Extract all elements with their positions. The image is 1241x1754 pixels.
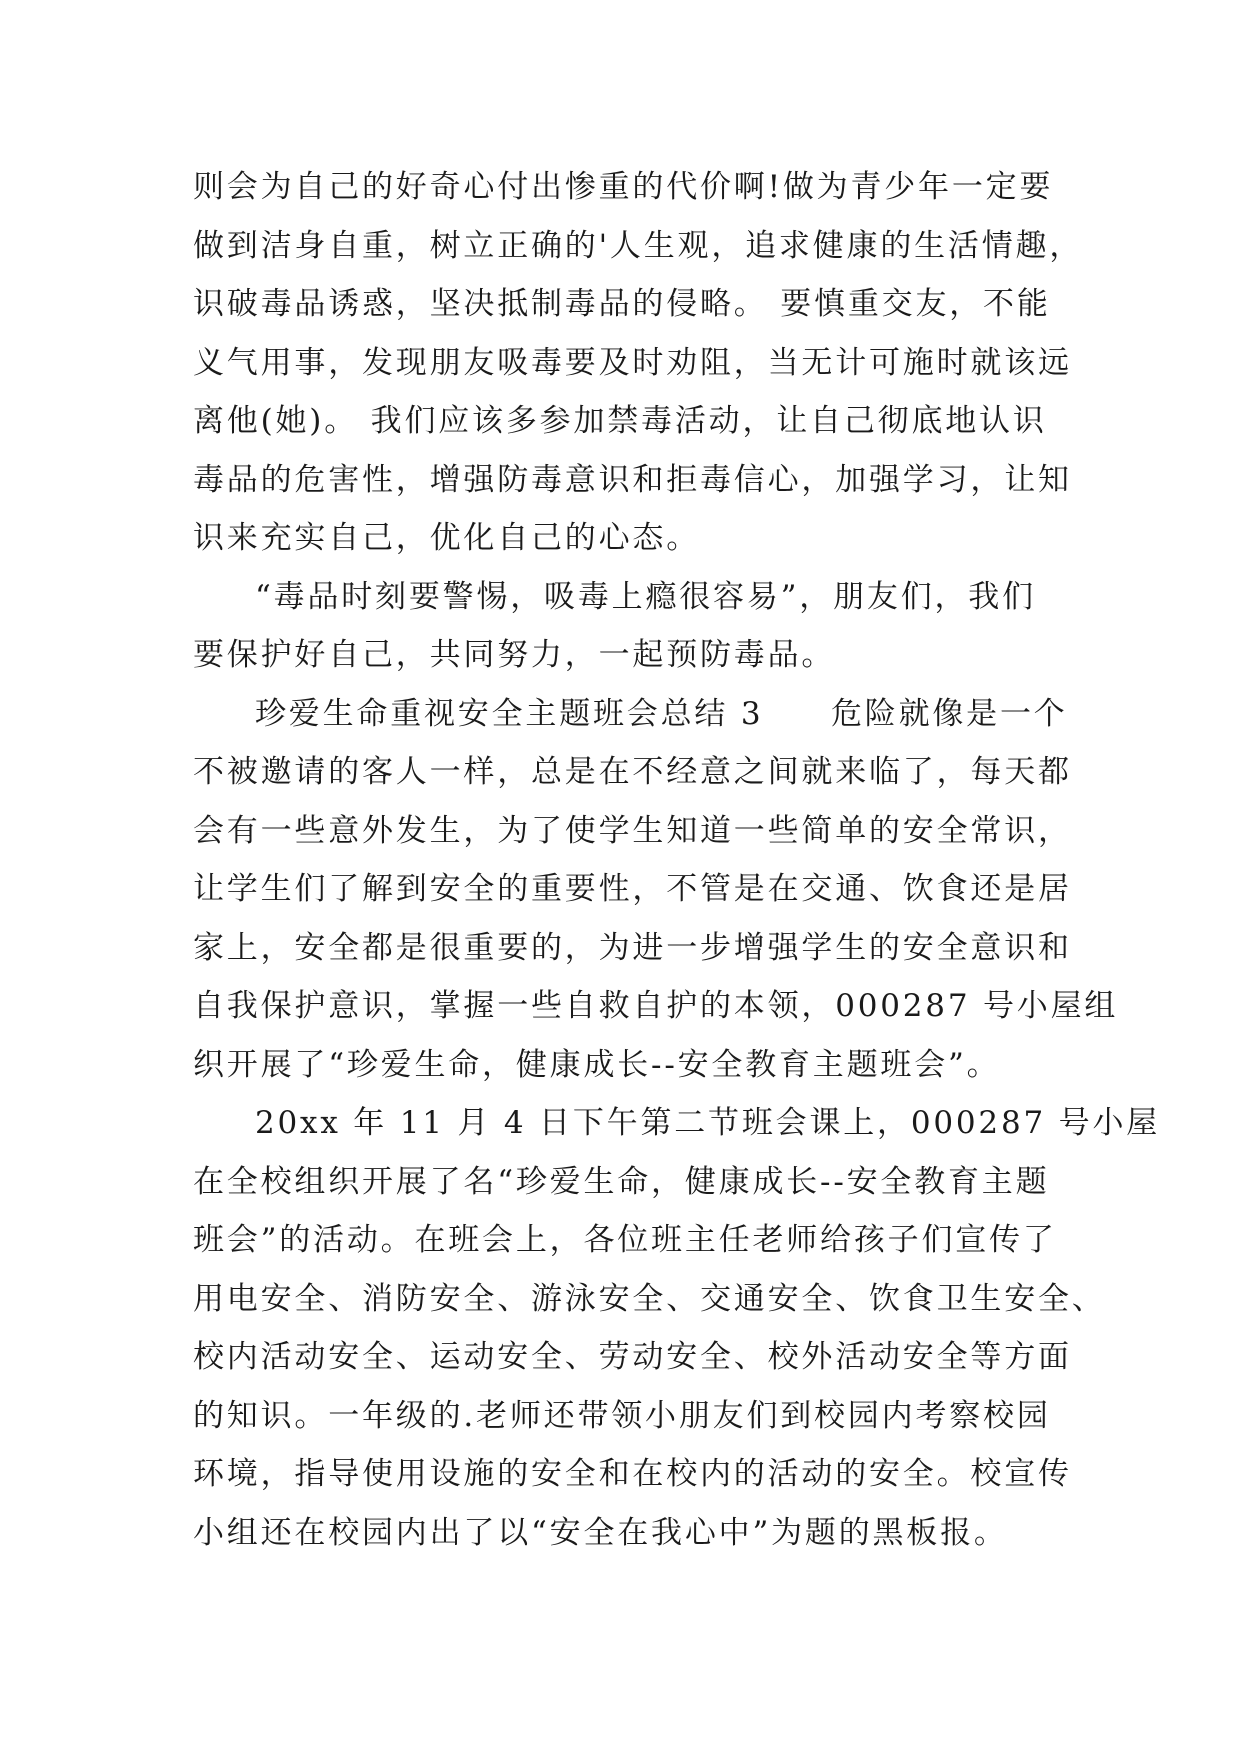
text-line: 义气用事，发现朋友吸毒要及时劝阻，当无计可施时就该远 [193,344,1072,381]
text-line: “毒品时刻要警惕，吸毒上瘾很容易”，朋友们，我们 [255,578,1036,615]
text-line: 会有一些意外发生，为了使学生知道一些简单的安全常识， [193,812,1072,849]
text-line: 做到洁身自重，树立正确的'人生观，追求健康的生活情趣， [193,227,1084,264]
text-line: 在全校组织开展了名“珍爱生命，健康成长--安全教育主题 [193,1163,1050,1200]
text-line: 离他(她)。 我们应该多参加禁毒活动，让自己彻底地认识 [193,403,1047,439]
text-line: 织开展了“珍爱生命，健康成长--安全教育主题班会”。 [193,1046,1001,1083]
section-heading-line: 珍爱生命重视安全主题班会总结 3 危险就像是一个 [255,695,1068,732]
text-line: 小组还在校园内出了以“安全在我心中”为题的黑板报。 [193,1514,1008,1551]
text-line: 20xx 年 11 月 4 日下午第二节班会课上，000287 号小屋 [255,1105,1161,1141]
text-line: 环境，指导使用设施的安全和在校内的活动的安全。校宣传 [193,1456,1072,1492]
text-line: 识破毒品诱惑，坚决抵制毒品的侵略。 要慎重交友，不能 [193,286,1051,322]
text-line: 的知识。一年级的.老师还带领小朋友们到校园内考察校园 [193,1397,1051,1434]
text-line: 家上，安全都是很重要的，为进一步增强学生的安全意识和 [193,929,1072,966]
document-body [193,158,1161,1562]
text-line: 毒品的危害性，增强防毒意识和拒毒信心，加强学习，让知 [193,461,1072,498]
text-line: 不被邀请的客人一样，总是在不经意之间就来临了，每天都 [193,754,1072,790]
text-line: 班会”的活动。在班会上，各位班主任老师给孩子们宣传了 [193,1222,1057,1258]
text-line: 让学生们了解到安全的重要性，不管是在交通、饮食还是居 [193,871,1072,907]
text-line: 用电安全、消防安全、游泳安全、交通安全、饮食卫生安全、 [193,1280,1106,1317]
text-line: 自我保护意识，掌握一些自救自护的本领，000287 号小屋组 [193,988,1119,1024]
text-line: 要保护好自己，共同努力，一起预防毒品。 [193,637,836,673]
text-line: 校内活动安全、运动安全、劳动安全、校外活动安全等方面 [193,1339,1072,1375]
text-line: 则会为自己的好奇心付出惨重的代价啊!做为青少年一定要 [193,169,1054,205]
text-line: 识来充实自己，优化自己的心态。 [193,520,700,556]
